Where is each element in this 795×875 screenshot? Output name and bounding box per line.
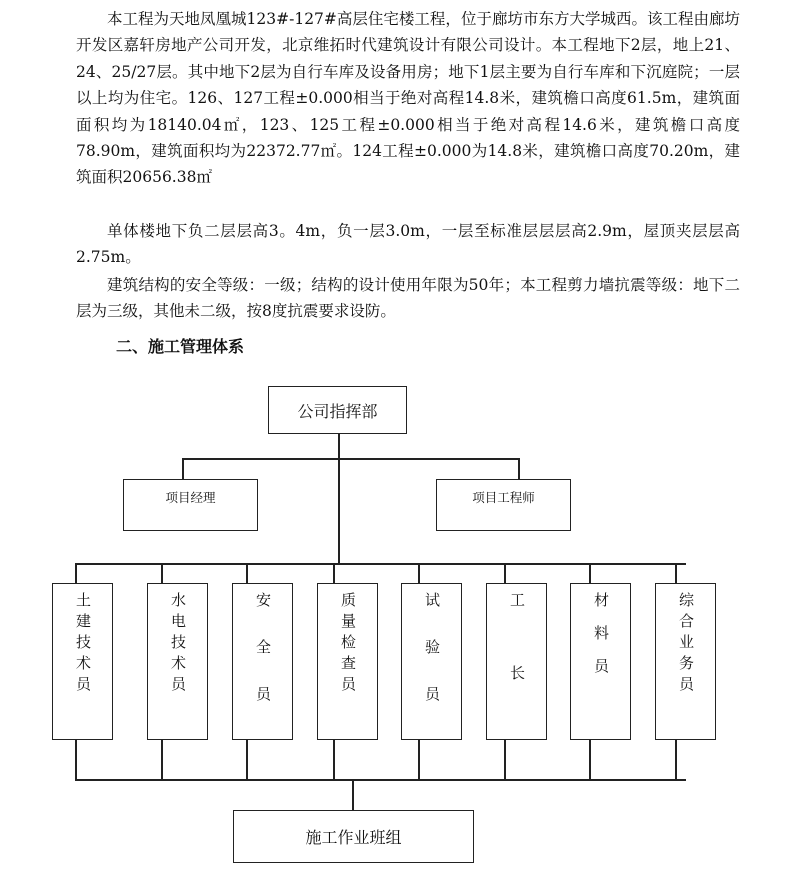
connector-tick — [161, 563, 163, 585]
org-box-material — [570, 583, 631, 740]
connector-tick — [333, 563, 335, 585]
org-box-project-manager — [123, 479, 258, 531]
org-box-label: 土建技术员 — [74, 592, 92, 697]
org-box-test — [401, 583, 462, 740]
org-box-project-engineer — [436, 479, 571, 531]
connector-manager-left — [182, 458, 184, 480]
org-box-foreman — [486, 583, 547, 740]
connector-staff-bar-top — [75, 563, 686, 565]
connector-tick — [161, 739, 163, 781]
org-box-work-teams — [233, 810, 474, 863]
connector-top-stem — [338, 433, 340, 459]
org-box-label: 项目工程师 — [472, 490, 535, 505]
connector-tick — [75, 563, 77, 585]
org-box-label: 项目经理 — [165, 490, 216, 505]
org-box-label: 公司指挥部 — [297, 401, 378, 421]
org-box-label: 材料员 — [592, 592, 610, 691]
org-box-label: 质量检查员 — [339, 592, 357, 697]
section-heading: 二、施工管理体系 — [116, 337, 245, 356]
org-box-civil-tech — [52, 583, 113, 740]
connector-manager-right — [518, 458, 520, 480]
connector-tick — [75, 739, 77, 781]
connector-staff-bar-bottom — [75, 779, 686, 781]
connector-tick — [504, 739, 506, 781]
org-box-quality — [317, 583, 378, 740]
intro-paragraph: 本工程为天地凤凰城123#-127#高层住宅楼工程，位于廊坊市东方大学城西。该工程由廊坊开发区嘉轩房地产公司开发，北京维拓时代建筑设计有限公司设计。本工程地下2层，地上21、24、25/27层。其中地下2层为自行车库及设备用房；地下1层主要为自行车库和下沉庭院；一层以上均为住宅。126、127工程±0.000相当于绝对高程14.8米，建筑檐口高度61.5m，建筑面面积均为18140.04㎡，123、125工程±0.000相当于绝对高程14.6米，建筑檐口高度78.90m，建筑面积均为22372.77㎡。124工程±0.000为14.8米，建筑檐口高度70.20m，建筑面积20656.38㎡ — [76, 10, 740, 187]
connector-bottom-stem — [352, 779, 354, 811]
connector-middle-stem — [338, 459, 340, 564]
connector-tick — [418, 739, 420, 781]
org-box-label: 试验员 — [423, 592, 441, 733]
connector-tick — [246, 563, 248, 585]
connector-tick — [418, 563, 420, 585]
org-box-general-affairs — [655, 583, 716, 740]
connector-tick — [504, 563, 506, 585]
connector-manager-bar — [182, 458, 520, 460]
floor-height-paragraph: 单体楼地下负二层层高3。4m，负一层3.0m，一层至标准层层层高2.9m，屋顶夹层层高2.75m。 — [76, 222, 740, 267]
connector-tick — [675, 739, 677, 781]
structure-paragraph: 建筑结构的安全等级：一级；结构的设计使用年限为50年；本工程剪力墙抗震等级：地下二层为三级，其他未二级，按8度抗震要求设防。 — [76, 276, 740, 321]
org-box-label: 水电技术员 — [169, 592, 187, 697]
org-box-mep-tech — [147, 583, 208, 740]
connector-tick — [333, 739, 335, 781]
connector-tick — [675, 563, 677, 585]
org-box-label: 安全员 — [254, 592, 272, 733]
org-box-command — [268, 386, 407, 434]
connector-tick — [246, 739, 248, 781]
org-box-safety — [232, 583, 293, 740]
org-box-label: 综合业务员 — [677, 592, 695, 697]
connector-tick — [589, 563, 591, 585]
connector-tick — [589, 739, 591, 781]
org-box-label: 工长 — [508, 592, 526, 738]
org-box-label: 施工作业班组 — [305, 828, 402, 847]
